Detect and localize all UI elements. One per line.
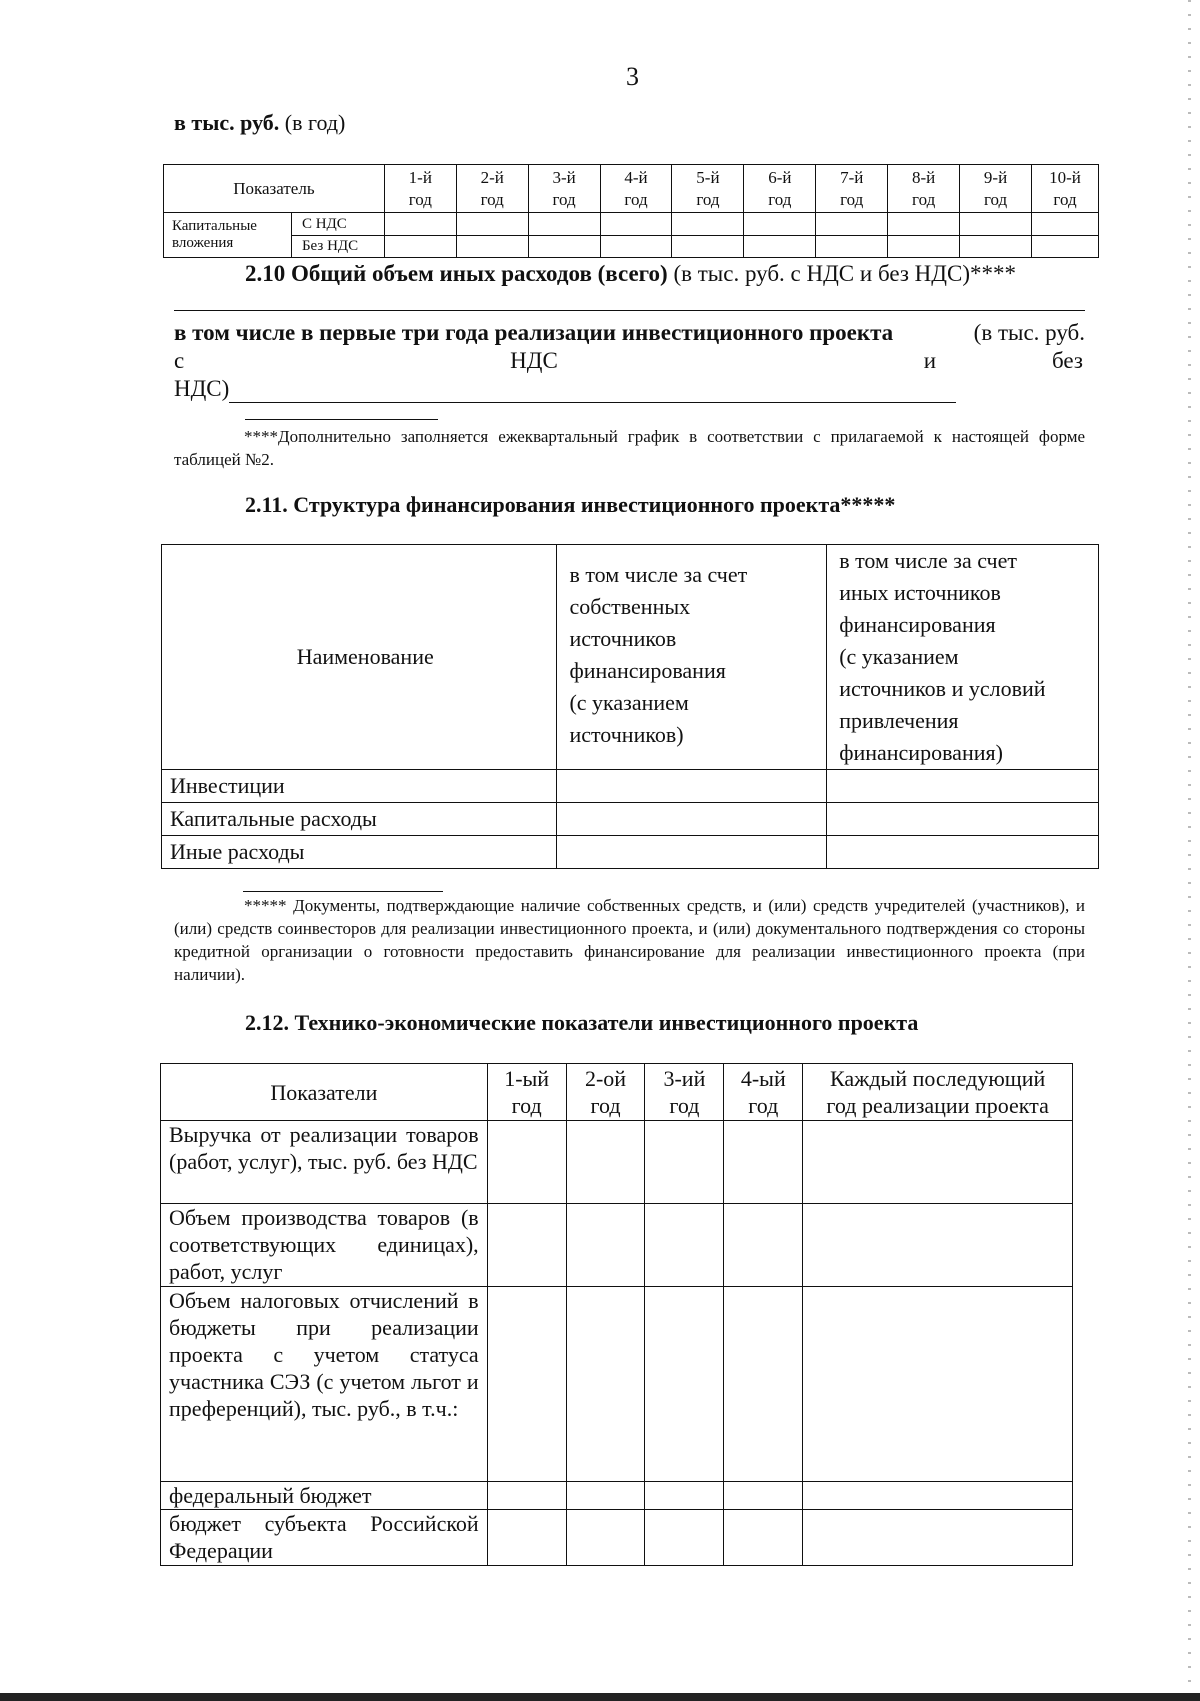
- table-cell[interactable]: [645, 1510, 724, 1566]
- section-2-10-heading: 2.10 Общий объем иных расходов (всего) (в тыс. руб. с НДС и без НДС)****: [245, 261, 1016, 286]
- table-cell[interactable]: [600, 213, 672, 236]
- year-header-6: 6-й год: [744, 165, 816, 213]
- table-cell[interactable]: [888, 236, 960, 258]
- table-cell[interactable]: [960, 236, 1032, 258]
- year-header-5: 5-й год: [672, 165, 744, 213]
- capital-investments-label: Капитальные вложения: [164, 213, 292, 258]
- table-cell[interactable]: [645, 1204, 724, 1287]
- indicator-header: Показатель: [164, 165, 385, 213]
- table-cell[interactable]: [803, 1287, 1073, 1482]
- table-cell[interactable]: [645, 1121, 724, 1204]
- table-cell[interactable]: [1032, 236, 1099, 258]
- paragraph-line-3: НДС): [174, 375, 1085, 403]
- footnote-4: ****Дополнительно заполняется ежеквартальный график в соответствии с прилагаемой к настоящей форме таблицей №2.: [174, 427, 1085, 469]
- table-cell[interactable]: [744, 236, 816, 258]
- table-cell[interactable]: [724, 1204, 803, 1287]
- name-header: Наименование: [162, 545, 557, 770]
- table-cell[interactable]: [456, 213, 528, 236]
- table-cell[interactable]: [487, 1204, 566, 1287]
- paragraph-line-2: с НДС и без: [174, 348, 1083, 373]
- footnote-rule: [245, 419, 438, 420]
- table-cell[interactable]: [672, 236, 744, 258]
- table-cell[interactable]: [724, 1121, 803, 1204]
- table-cell[interactable]: [566, 1204, 645, 1287]
- section-2-11-heading: 2.11. Структура финансирования инвестиционного проекта*****: [245, 492, 896, 517]
- table-cell[interactable]: [744, 213, 816, 236]
- table-cell[interactable]: [528, 213, 600, 236]
- table-cell[interactable]: [1032, 213, 1099, 236]
- row-tax-deductions: Объем налоговых отчислений в бюджеты при реализации проекта с учетом статуса участника СЭЗ (с учетом льгот и преференций), тыс. руб., в т.ч.:: [161, 1287, 488, 1482]
- table-cell[interactable]: [803, 1510, 1073, 1566]
- table-cell[interactable]: [816, 236, 888, 258]
- table-cell[interactable]: [557, 770, 827, 803]
- table-cell[interactable]: [816, 213, 888, 236]
- footnote-5: ***** Документы, подтверждающие наличие собственных средств, и (или) средств учредителей (участников), и (или) средств соинвесторов для реализации инвестиционного проекта, и (или) документального подтверждения со стороны кредитной организации о готовности предоставить финансирование для реализации инвестиционного проекта (при наличии).: [174, 896, 1085, 984]
- table-cell[interactable]: [566, 1482, 645, 1510]
- table-cell[interactable]: [724, 1287, 803, 1482]
- table-cell[interactable]: [827, 836, 1099, 869]
- row-other-expenses: Иные расходы: [162, 836, 557, 869]
- table-cell[interactable]: [487, 1482, 566, 1510]
- table-cell[interactable]: [645, 1287, 724, 1482]
- footnote-rule: [243, 891, 443, 892]
- technical-economic-indicators-table: [160, 1063, 1073, 1566]
- table-cell[interactable]: [384, 236, 456, 258]
- indicators-header: Показатели: [161, 1064, 488, 1121]
- table-cell[interactable]: [803, 1121, 1073, 1204]
- table-cell[interactable]: [487, 1121, 566, 1204]
- row-capital-expenses: Капитальные расходы: [162, 803, 557, 836]
- subsequent-years-header: Каждый последующий год реализации проекта: [803, 1064, 1073, 1121]
- year-header-2: 2-й год: [456, 165, 528, 213]
- first-three-years-paragraph: [174, 319, 1085, 403]
- year-header-10: 10-й год: [1032, 165, 1099, 213]
- table-cell[interactable]: [724, 1510, 803, 1566]
- capital-investments-table: [163, 164, 1099, 258]
- paragraph-line-1: в том числе в первые три года реализации инвестиционного проекта (в тыс. руб.: [174, 320, 1085, 345]
- row-investments: Инвестиции: [162, 770, 557, 803]
- financing-structure-table: [161, 544, 1099, 869]
- table-cell[interactable]: [960, 213, 1032, 236]
- other-sources-header: в том числе за счет иных источников финансирования (с указанием источников и условий привлечения финансирования): [827, 545, 1099, 770]
- year-header-7: 7-й год: [816, 165, 888, 213]
- table-cell[interactable]: [888, 213, 960, 236]
- table-cell[interactable]: [487, 1510, 566, 1566]
- without-vat-label: Без НДС: [291, 236, 384, 258]
- units-line: [174, 110, 345, 136]
- table-cell[interactable]: [724, 1482, 803, 1510]
- table-cell[interactable]: [672, 213, 744, 236]
- own-sources-header: в том числе за счет собственных источников финансирования (с указанием источников): [557, 545, 827, 770]
- table-cell[interactable]: [557, 836, 827, 869]
- table-cell[interactable]: [803, 1482, 1073, 1510]
- page-number: 3: [626, 62, 639, 91]
- table-cell[interactable]: [645, 1482, 724, 1510]
- year-header-9: 9-й год: [960, 165, 1032, 213]
- fill-line[interactable]: [229, 380, 956, 403]
- table-cell[interactable]: [827, 770, 1099, 803]
- section-2-12-heading: 2.12. Технико-экономические показатели инвестиционного проекта: [245, 1010, 919, 1035]
- table-cell[interactable]: [566, 1121, 645, 1204]
- year-header-1: 1-ый год: [487, 1064, 566, 1121]
- units-normal: (в год): [279, 110, 346, 135]
- year-header-3: 3-й год: [528, 165, 600, 213]
- table-cell[interactable]: [456, 236, 528, 258]
- fill-line[interactable]: [174, 310, 1085, 311]
- year-header-4: 4-й год: [600, 165, 672, 213]
- table-cell[interactable]: [384, 213, 456, 236]
- scan-margin-marks: [1188, 0, 1191, 1701]
- row-production-volume: Объем производства товаров (в соответствующих единицах), работ, услуг: [161, 1204, 488, 1287]
- row-federal-budget: федеральный бюджет: [161, 1482, 488, 1510]
- table-cell[interactable]: [487, 1287, 566, 1482]
- table-cell[interactable]: [803, 1204, 1073, 1287]
- table-cell[interactable]: [827, 803, 1099, 836]
- year-header-4: 4-ый год: [724, 1064, 803, 1121]
- table-cell[interactable]: [557, 803, 827, 836]
- year-header-3: 3-ий год: [645, 1064, 724, 1121]
- table-cell[interactable]: [600, 236, 672, 258]
- row-regional-budget: бюджет субъекта Российской Федерации: [161, 1510, 488, 1566]
- scan-bottom-edge: [0, 1693, 1200, 1701]
- table-cell[interactable]: [528, 236, 600, 258]
- year-header-1: 1-й год: [384, 165, 456, 213]
- units-bold: в тыс. руб.: [174, 110, 280, 135]
- table-cell[interactable]: [566, 1510, 645, 1566]
- row-revenue: Выручка от реализации товаров (работ, услуг), тыс. руб. без НДС: [161, 1121, 488, 1204]
- year-header-8: 8-й год: [888, 165, 960, 213]
- table-cell[interactable]: [566, 1287, 645, 1482]
- year-header-2: 2-ой год: [566, 1064, 645, 1121]
- with-vat-label: С НДС: [291, 213, 384, 236]
